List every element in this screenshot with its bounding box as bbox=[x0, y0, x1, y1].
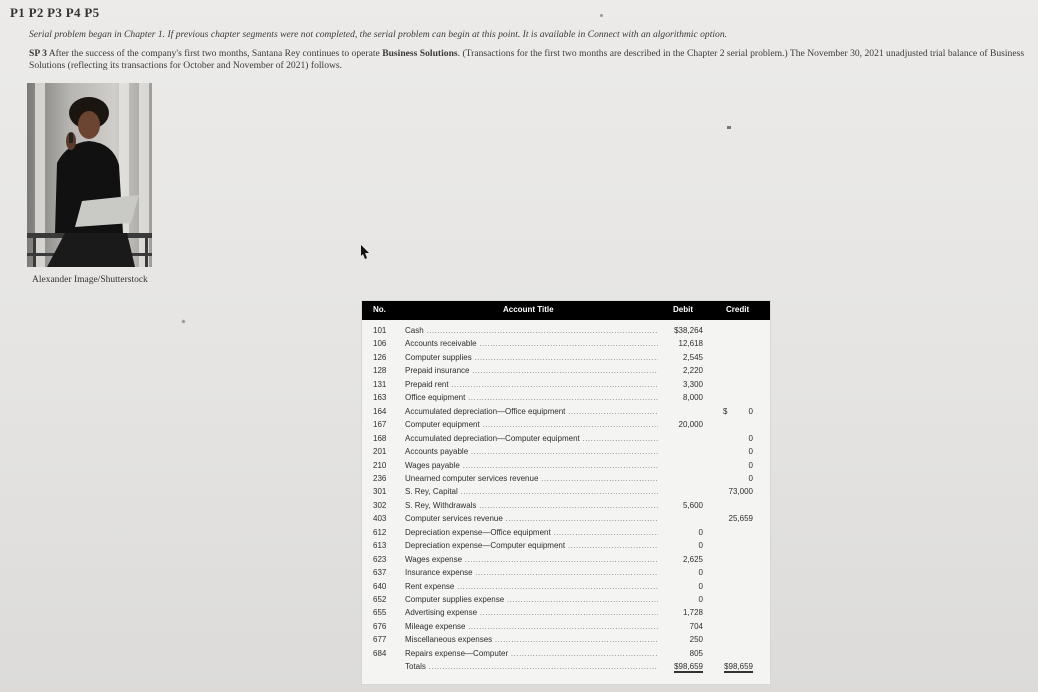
account-title: Prepaid rent ..... bbox=[405, 380, 658, 389]
debit-amount: 20,000 bbox=[678, 420, 703, 430]
debit-amount: 250 bbox=[689, 635, 703, 645]
debit-amount: 2,625 bbox=[682, 554, 703, 564]
table-row bbox=[362, 540, 770, 553]
debit-amount: 8,000 bbox=[682, 393, 703, 403]
header-no: No. bbox=[373, 305, 386, 314]
account-number: 210 bbox=[373, 460, 387, 470]
table-row bbox=[362, 486, 770, 499]
account-number: 655 bbox=[373, 608, 387, 618]
account-title: Mileage expense ..... bbox=[405, 622, 658, 631]
serial-problem-intro: Serial problem began in Chapter 1. If previous chapter segments were not completed, the serial problem can begin at this point. It is available in Connect with an algorithmic option. bbox=[29, 29, 728, 40]
account-title: S. Rey, Withdrawals ..... bbox=[405, 501, 658, 510]
account-title: Rent expense ..... bbox=[405, 582, 658, 591]
company-name: Business Solutions bbox=[382, 48, 458, 59]
credit-amount: 0 bbox=[748, 447, 753, 457]
table-row bbox=[362, 581, 770, 594]
header-debit: Debit bbox=[673, 305, 693, 314]
account-number: 652 bbox=[373, 595, 387, 604]
table-row bbox=[362, 325, 770, 338]
account-title: Accumulated depreciation—Office equipment ..... bbox=[405, 407, 658, 416]
account-number: 676 bbox=[373, 621, 387, 631]
account-title: Depreciation expense—Computer equipment ..... bbox=[405, 541, 658, 550]
account-number: 637 bbox=[373, 568, 387, 578]
table-row bbox=[362, 473, 770, 486]
credit-amount: 0 bbox=[748, 406, 753, 416]
debit-amount: 1,728 bbox=[682, 608, 703, 618]
table-row bbox=[362, 594, 770, 607]
account-title: Computer supplies ..... bbox=[405, 353, 658, 362]
santana-rey-photo bbox=[27, 83, 152, 267]
header-account-title: Account Title bbox=[503, 305, 554, 314]
sp3-tag: SP 3 bbox=[29, 48, 47, 59]
account-number: 101 bbox=[373, 326, 387, 335]
total-debit: $98,659 bbox=[674, 662, 703, 672]
problem-numbers-heading: P1 P2 P3 P4 P5 bbox=[10, 5, 100, 20]
credit-currency-sign: $ bbox=[723, 406, 728, 416]
table-row bbox=[362, 500, 770, 513]
table-row bbox=[362, 338, 770, 351]
table-row bbox=[362, 621, 770, 634]
account-number: 236 bbox=[373, 473, 387, 483]
speck-mark bbox=[181, 319, 185, 323]
credit-amount: 0 bbox=[748, 433, 753, 443]
account-number: 126 bbox=[373, 352, 387, 362]
account-number: 302 bbox=[373, 500, 387, 510]
table-row bbox=[362, 567, 770, 580]
credit-amount: 0 bbox=[748, 460, 753, 470]
table-row bbox=[362, 513, 770, 526]
account-number: 684 bbox=[373, 648, 387, 658]
debit-amount: $38,264 bbox=[674, 326, 703, 335]
totals-row bbox=[362, 661, 770, 674]
account-title: Advertising expense ..... bbox=[405, 608, 658, 617]
table-row bbox=[362, 433, 770, 446]
table-row bbox=[362, 446, 770, 459]
debit-amount: 0 bbox=[698, 581, 703, 591]
credit-amount: 25,659 bbox=[728, 514, 753, 524]
account-title: Computer equipment ..... bbox=[405, 420, 658, 429]
account-title: Wages expense ..... bbox=[405, 555, 658, 564]
account-title: Depreciation expense—Office equipment ..... bbox=[405, 528, 658, 537]
account-number: 131 bbox=[373, 379, 387, 389]
table-row bbox=[362, 379, 770, 392]
sp3-text-a: After the success of the company's first two months, Santana Rey continues to operate bbox=[48, 48, 380, 59]
sp3-paragraph bbox=[29, 48, 1034, 72]
account-title: Accounts payable ..... bbox=[405, 447, 658, 456]
debit-amount: 0 bbox=[698, 527, 703, 537]
table-row bbox=[362, 406, 770, 419]
table-row bbox=[362, 365, 770, 378]
account-title: Repairs expense—Computer ..... bbox=[405, 649, 658, 658]
debit-amount: 2,220 bbox=[682, 366, 703, 376]
account-number: 163 bbox=[373, 393, 387, 403]
table-row bbox=[362, 392, 770, 405]
person-figure-icon bbox=[27, 83, 152, 267]
mouse-cursor-icon bbox=[359, 244, 371, 260]
account-number: 640 bbox=[373, 581, 387, 591]
account-number: 168 bbox=[373, 433, 387, 443]
table-row bbox=[362, 607, 770, 620]
debit-amount: 805 bbox=[689, 648, 703, 658]
account-number: 403 bbox=[373, 514, 387, 524]
table-row bbox=[362, 648, 770, 661]
table-row bbox=[362, 352, 770, 365]
account-number: 128 bbox=[373, 366, 387, 376]
table-header bbox=[362, 301, 770, 320]
table-row bbox=[362, 419, 770, 432]
account-title: Unearned computer services revenue ..... bbox=[405, 474, 658, 483]
account-number: 612 bbox=[373, 527, 387, 537]
debit-amount: 2,545 bbox=[682, 352, 703, 362]
account-number: 301 bbox=[373, 487, 387, 497]
account-number: 106 bbox=[373, 339, 387, 349]
account-title: Cash ..... bbox=[405, 326, 658, 335]
table-row bbox=[362, 460, 770, 473]
debit-amount: 12,618 bbox=[678, 339, 703, 349]
account-number: 164 bbox=[373, 406, 387, 416]
account-title: Computer supplies expense ..... bbox=[405, 595, 658, 604]
debit-amount: 3,300 bbox=[682, 379, 703, 389]
debit-amount: 0 bbox=[698, 541, 703, 551]
header-credit: Credit bbox=[726, 305, 750, 314]
debit-amount: 5,600 bbox=[682, 500, 703, 510]
credit-amount: 73,000 bbox=[728, 487, 753, 497]
account-title: Insurance expense ..... bbox=[405, 568, 658, 577]
photo-credit: Alexander Image/Shutterstock bbox=[32, 275, 148, 285]
account-title: Accumulated depreciation—Computer equipment ..... bbox=[405, 434, 658, 443]
account-number: 201 bbox=[373, 447, 387, 457]
account-title: Wages payable ..... bbox=[405, 461, 658, 470]
account-title: Accounts receivable ..... bbox=[405, 339, 658, 348]
debit-amount: 0 bbox=[698, 568, 703, 578]
account-number: 677 bbox=[373, 635, 387, 645]
account-title: S. Rey, Capital ..... bbox=[405, 487, 658, 496]
credit-amount: 0 bbox=[748, 473, 753, 483]
debit-amount: 0 bbox=[698, 595, 703, 604]
account-title: Office equipment ..... bbox=[405, 393, 658, 402]
debit-amount: 704 bbox=[689, 621, 703, 631]
totals-label: Totals ..... bbox=[405, 662, 658, 671]
speck-mark bbox=[727, 126, 731, 129]
trial-balance-table bbox=[361, 300, 771, 685]
account-title: Computer services revenue ..... bbox=[405, 514, 658, 523]
sp3-text-b: . (Transactions for the first two months are described in the Chapter 2 serial problem.) The November 30, 2021 unadjusted trial balance of Business Solutions (reflecting its transactions for October and November of 2021) follows. bbox=[29, 48, 1025, 71]
account-title: Prepaid insurance ..... bbox=[405, 366, 658, 375]
table-row bbox=[362, 527, 770, 540]
account-title: Miscellaneous expenses ..... bbox=[405, 635, 658, 644]
table-row bbox=[362, 634, 770, 647]
speck-mark bbox=[600, 14, 603, 17]
account-number: 167 bbox=[373, 420, 387, 430]
account-number: 613 bbox=[373, 541, 387, 551]
table-row bbox=[362, 554, 770, 567]
total-credit: $98,659 bbox=[724, 662, 753, 672]
account-number: 623 bbox=[373, 554, 387, 564]
